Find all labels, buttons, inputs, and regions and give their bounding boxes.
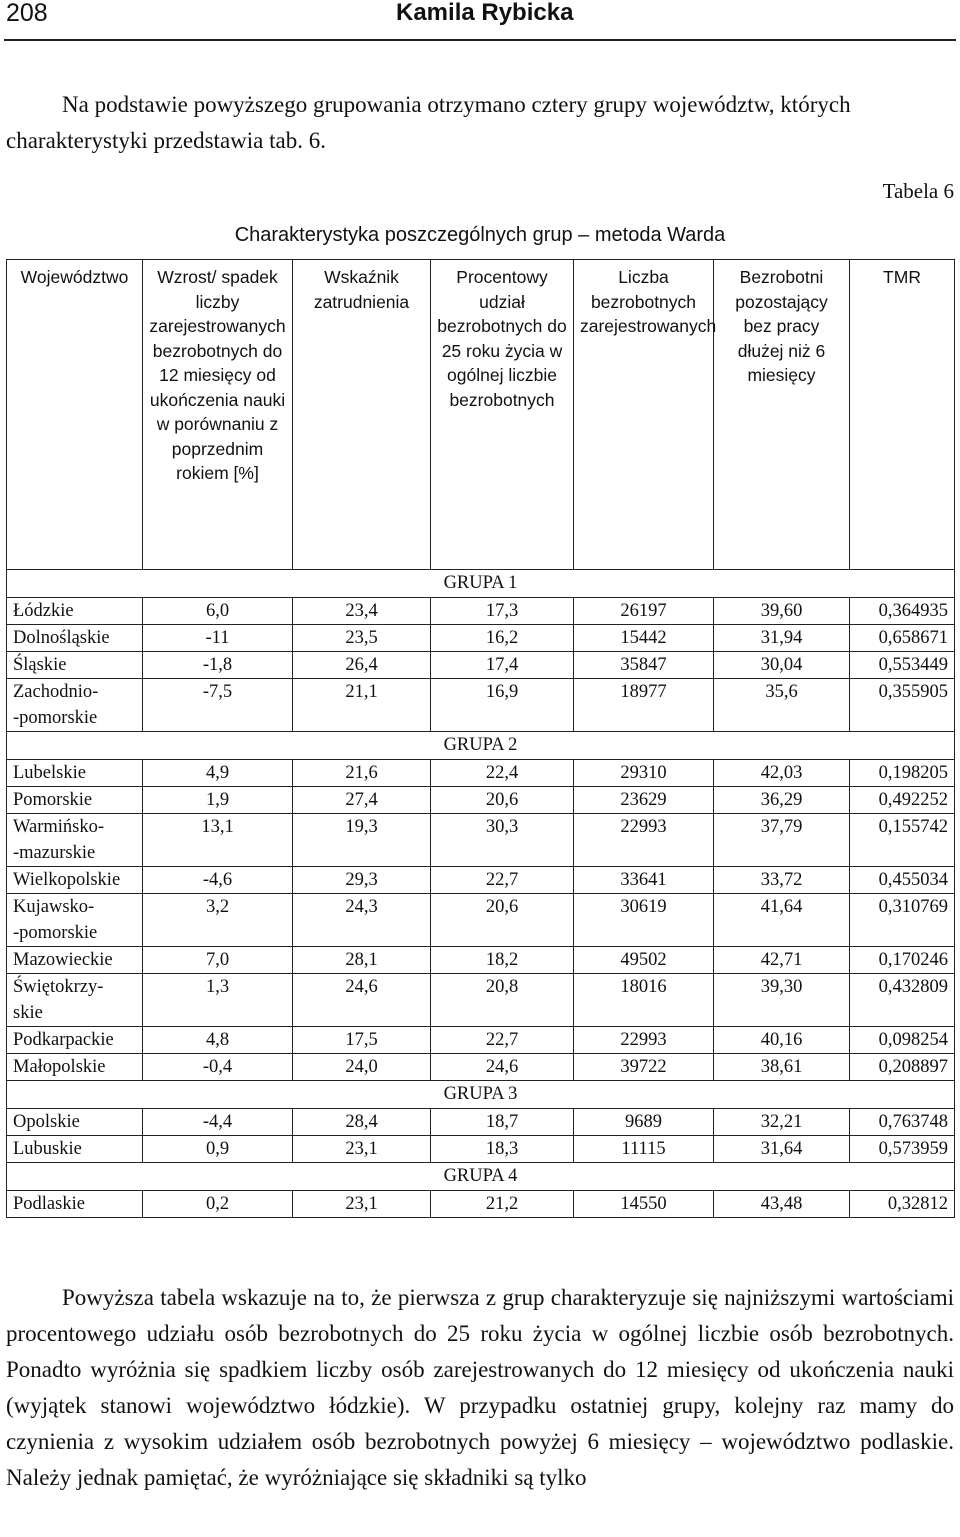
table-cell: 1,9 xyxy=(143,787,293,814)
voivodeship-name: Zachodnio- -pomorskie xyxy=(7,679,143,732)
table-cell: 21,2 xyxy=(431,1191,574,1218)
table-cell: 22,4 xyxy=(431,760,574,787)
table-cell: 22,7 xyxy=(431,867,574,894)
table-cell: 23,1 xyxy=(293,1136,431,1163)
outro-paragraph: Powyższa tabela wskazuje na to, że pierwsza z grup charakteryzuje się najniższymi wartościami procentowego udziału osób bezrobotnych do 25 roku życia w ogólnej liczbie osób bezrobotnych. Ponadto wyróżnia się spadkiem liczby osób zarejestrowanych do 12 miesięcy od ukończenia nauki (wyjątek stanowi województwo łódzkie). W przypadku ostatniej grupy, kolejny raz mamy do czynienia z wysokim udziałem osób bezrobotnych powyżej 6 miesięcy – województwo podlaskie. Należy jednak pamiętać, że wyróżniające się składniki są tylko xyxy=(6,1285,954,1490)
table-cell: 24,0 xyxy=(293,1054,431,1081)
table-cell: 29310 xyxy=(574,760,714,787)
table-cell: 40,16 xyxy=(714,1027,850,1054)
table-cell: 30,04 xyxy=(714,652,850,679)
column-header: TMR xyxy=(850,260,955,570)
intro-paragraph: Na podstawie powyższego grupowania otrzymano cztery grupy województw, których charakterystyki przedstawia tab. 6. xyxy=(6,92,851,153)
table-body xyxy=(7,570,955,1218)
table-cell: 43,48 xyxy=(714,1191,850,1218)
voivodeship-name: Pomorskie xyxy=(7,787,143,814)
voivodeship-name: Opolskie xyxy=(7,1109,143,1136)
table-row xyxy=(7,1027,955,1054)
table-cell: 36,29 xyxy=(714,787,850,814)
table-cell: 35847 xyxy=(574,652,714,679)
table-cell: 6,0 xyxy=(143,598,293,625)
table-cell: 0,455034 xyxy=(850,867,955,894)
table-cell: 1,3 xyxy=(143,974,293,1027)
table-cell: 39,30 xyxy=(714,974,850,1027)
table-cell: 18016 xyxy=(574,974,714,1027)
table-cell: 0,208897 xyxy=(850,1054,955,1081)
table-cell: 13,1 xyxy=(143,814,293,867)
column-header: Województwo xyxy=(7,260,143,570)
table-label: Tabela 6 xyxy=(882,179,954,203)
table-row xyxy=(7,760,955,787)
table-cell: 28,4 xyxy=(293,1109,431,1136)
table-cell: 26197 xyxy=(574,598,714,625)
column-header: Bezrobotni pozostający bez pracy dłużej niż 6 miesięcy xyxy=(714,260,850,570)
table-cell: 38,61 xyxy=(714,1054,850,1081)
table-cell: 20,6 xyxy=(431,894,574,947)
group-label: GRUPA 1 xyxy=(7,570,955,598)
table-row xyxy=(7,652,955,679)
table-cell: 23629 xyxy=(574,787,714,814)
voivodeship-name: Podlaskie xyxy=(7,1191,143,1218)
table-row xyxy=(7,787,955,814)
voivodeship-name: Podkarpackie xyxy=(7,1027,143,1054)
table-row xyxy=(7,598,955,625)
table-row xyxy=(7,947,955,974)
table-cell: 27,4 xyxy=(293,787,431,814)
voivodeship-name: Małopolskie xyxy=(7,1054,143,1081)
table-cell: 16,2 xyxy=(431,625,574,652)
table-cell: 17,5 xyxy=(293,1027,431,1054)
table-cell: 3,2 xyxy=(143,894,293,947)
table-cell: 39,60 xyxy=(714,598,850,625)
table-cell: 23,4 xyxy=(293,598,431,625)
table-cell: 0,170246 xyxy=(850,947,955,974)
table-cell: 37,79 xyxy=(714,814,850,867)
table-cell: 41,64 xyxy=(714,894,850,947)
table-cell: 22993 xyxy=(574,814,714,867)
table-cell: 0,355905 xyxy=(850,679,955,732)
table-cell: 17,4 xyxy=(431,652,574,679)
table-cell: 49502 xyxy=(574,947,714,974)
table-cell: 0,32812 xyxy=(850,1191,955,1218)
table-cell: 24,6 xyxy=(431,1054,574,1081)
table-cell: 22,7 xyxy=(431,1027,574,1054)
table-row xyxy=(7,894,955,947)
table-cell: 0,553449 xyxy=(850,652,955,679)
table-row xyxy=(7,679,955,732)
table-cell: 0,492252 xyxy=(850,787,955,814)
table-cell: 4,9 xyxy=(143,760,293,787)
voivodeship-name: Lubuskie xyxy=(7,1136,143,1163)
table-cell: 0,098254 xyxy=(850,1027,955,1054)
table-cell: 23,1 xyxy=(293,1191,431,1218)
column-header: Wzrost/ spadek liczby zarejestrowanych bezrobotnych do 12 miesięcy od ukończenia nauki w porównaniu z poprzednim rokiem [%] xyxy=(143,260,293,570)
voivodeship-name: Kujawsko- -pomorskie xyxy=(7,894,143,947)
table-cell: 7,0 xyxy=(143,947,293,974)
table-cell: 22993 xyxy=(574,1027,714,1054)
page-header xyxy=(0,0,960,42)
table-caption: Charakterystyka poszczególnych grup – metoda Warda xyxy=(234,224,726,246)
voivodeship-name: Śląskie xyxy=(7,652,143,679)
voivodeship-name: Świętokrzy- skie xyxy=(7,974,143,1027)
table-cell: 33641 xyxy=(574,867,714,894)
table-cell: 18,2 xyxy=(431,947,574,974)
table-cell: 0,310769 xyxy=(850,894,955,947)
table-cell: 11115 xyxy=(574,1136,714,1163)
column-header: Liczba bezrobotnych zarejestrowanych xyxy=(574,260,714,570)
table-cell: 18,3 xyxy=(431,1136,574,1163)
table-cell: 17,3 xyxy=(431,598,574,625)
page-number: 208 xyxy=(6,0,48,27)
table-cell: -7,5 xyxy=(143,679,293,732)
group-label: GRUPA 2 xyxy=(7,732,955,760)
group-row xyxy=(7,1081,955,1109)
group-row xyxy=(7,1163,955,1191)
table-header-row xyxy=(7,260,955,570)
table-row xyxy=(7,1136,955,1163)
table-cell: 0,432809 xyxy=(850,974,955,1027)
table-cell: 0,198205 xyxy=(850,760,955,787)
table-cell: 0,2 xyxy=(143,1191,293,1218)
table-cell: -1,8 xyxy=(143,652,293,679)
group-label: GRUPA 4 xyxy=(7,1163,955,1191)
table-cell: 18,7 xyxy=(431,1109,574,1136)
table-cell: 21,6 xyxy=(293,760,431,787)
table-cell: 21,1 xyxy=(293,679,431,732)
table-cell: -0,4 xyxy=(143,1054,293,1081)
voivodeship-name: Warmińsko- -mazurskie xyxy=(7,814,143,867)
column-header: Procentowy udział bezrobotnych do 25 roku życia w ogólnej liczbie bezrobotnych xyxy=(431,260,574,570)
voivodeship-name: Łódzkie xyxy=(7,598,143,625)
table-cell: 4,8 xyxy=(143,1027,293,1054)
table-cell: 28,1 xyxy=(293,947,431,974)
table-cell: 20,8 xyxy=(431,974,574,1027)
table-cell: 30,3 xyxy=(431,814,574,867)
group-label: GRUPA 3 xyxy=(7,1081,955,1109)
table-cell: 20,6 xyxy=(431,787,574,814)
table-cell: 31,94 xyxy=(714,625,850,652)
table-cell: 0,9 xyxy=(143,1136,293,1163)
table-row xyxy=(7,867,955,894)
table-cell: 0,658671 xyxy=(850,625,955,652)
voivodeship-name: Lubelskie xyxy=(7,760,143,787)
table-cell: 9689 xyxy=(574,1109,714,1136)
table-cell: 16,9 xyxy=(431,679,574,732)
table-row xyxy=(7,974,955,1027)
table-cell: 0,155742 xyxy=(850,814,955,867)
table-cell: 42,71 xyxy=(714,947,850,974)
voivodeship-name: Dolnośląskie xyxy=(7,625,143,652)
table-cell: -4,6 xyxy=(143,867,293,894)
table-cell: 19,3 xyxy=(293,814,431,867)
table-row xyxy=(7,814,955,867)
table-cell: 24,6 xyxy=(293,974,431,1027)
table-cell: 18977 xyxy=(574,679,714,732)
group-row xyxy=(7,570,955,598)
table-cell: 24,3 xyxy=(293,894,431,947)
table-cell: 0,364935 xyxy=(850,598,955,625)
table-row xyxy=(7,1109,955,1136)
voivodeship-name: Wielkopolskie xyxy=(7,867,143,894)
table-row xyxy=(7,1191,955,1218)
table-row xyxy=(7,625,955,652)
table-cell: 29,3 xyxy=(293,867,431,894)
table-row xyxy=(7,1054,955,1081)
table-cell: 39722 xyxy=(574,1054,714,1081)
table-cell: -11 xyxy=(143,625,293,652)
group-row xyxy=(7,732,955,760)
table-cell: 0,763748 xyxy=(850,1109,955,1136)
table-cell: 0,573959 xyxy=(850,1136,955,1163)
table-cell: -4,4 xyxy=(143,1109,293,1136)
running-head-author: Kamila Rybicka xyxy=(396,0,574,26)
table-cell: 15442 xyxy=(574,625,714,652)
header-rule xyxy=(4,39,956,41)
data-table xyxy=(6,259,955,1218)
table-cell: 31,64 xyxy=(714,1136,850,1163)
table-cell: 23,5 xyxy=(293,625,431,652)
voivodeship-name: Mazowieckie xyxy=(7,947,143,974)
table-cell: 42,03 xyxy=(714,760,850,787)
column-header: Wskaźnik zatrudnienia xyxy=(293,260,431,570)
table-cell: 35,6 xyxy=(714,679,850,732)
table-cell: 33,72 xyxy=(714,867,850,894)
table-cell: 30619 xyxy=(574,894,714,947)
table-cell: 14550 xyxy=(574,1191,714,1218)
table-cell: 26,4 xyxy=(293,652,431,679)
table-cell: 32,21 xyxy=(714,1109,850,1136)
